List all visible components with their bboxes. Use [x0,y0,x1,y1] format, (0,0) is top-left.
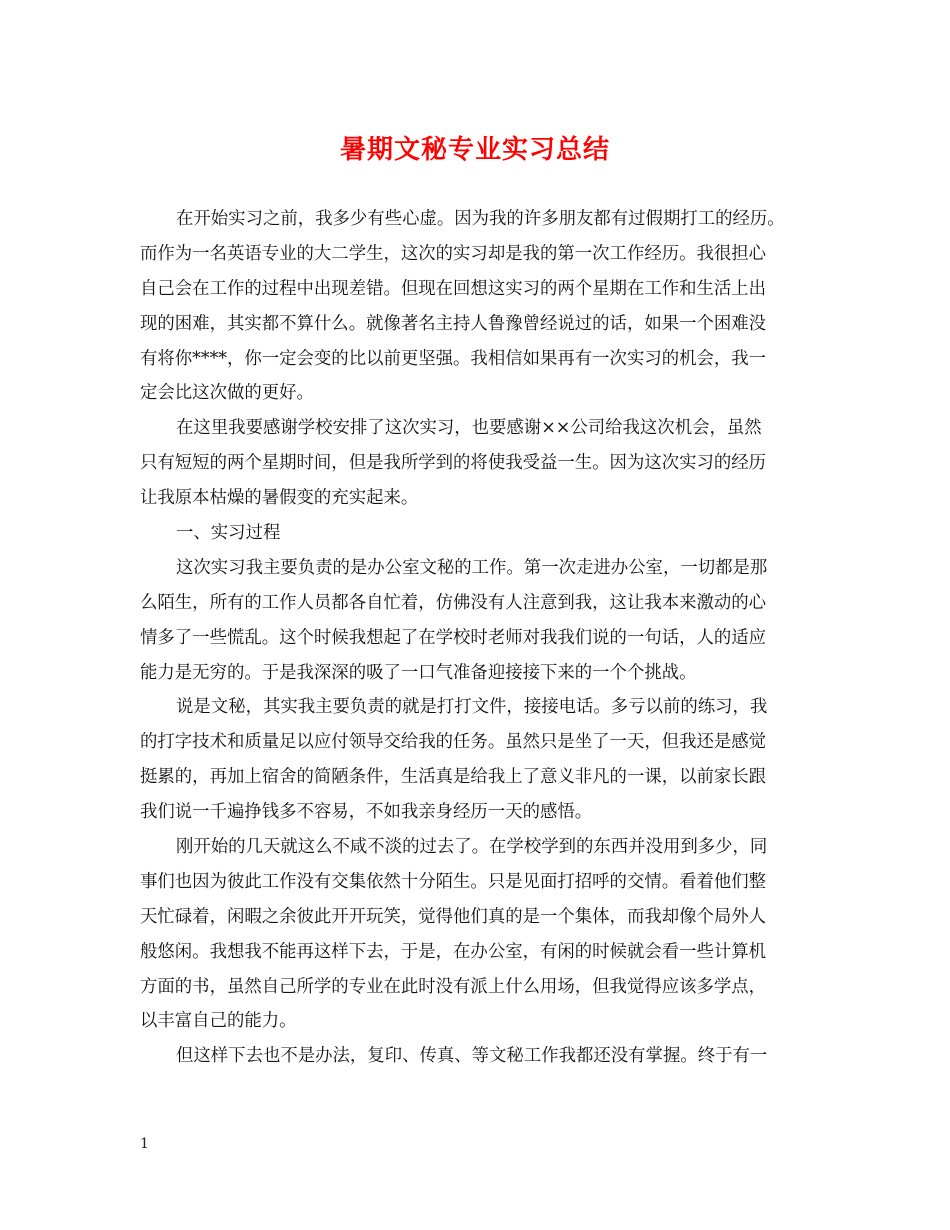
text-line: 在这里我要感谢学校安排了这次实习，也要感谢××公司给我这次机会，虽然 [176,418,762,439]
text-line: 这次实习我主要负责的是办公室文秘的工作。第一次走进办公室，一切都是那 [176,557,768,578]
text-line: 我们说一千遍挣钱多不容易，不如我亲身经历一天的感悟。 [140,802,593,823]
text-line: 么陌生，所有的工作人员都各自忙着，仿佛没有人注意到我，这让我本来激动的心 [140,592,767,613]
text-line: 方面的书，虽然自己所学的专业在此时没有派上什么用场，但我觉得应该多学点， [140,976,767,997]
text-line: 挺累的，再加上宿舍的简陋条件，生活真是给我上了意义非凡的一课，以前家长跟 [140,767,767,788]
text-line: 有将你****，你一定会变的比以前更坚强。我相信如果再有一次实习的机会，我一 [140,348,767,369]
text-line: 以丰富自己的能力。 [140,1011,297,1032]
text-line: 说是文秘，其实我主要负责的就是打打文件，接接电话。多亏以前的练习，我 [176,697,768,718]
text-line: 刚开始的几天就这么不咸不淡的过去了。在学校学到的东西并没用到多少，同 [176,837,768,858]
text-line: 而作为一名英语专业的大二学生，这次的实习却是我的第一次工作经历。我很担心 [140,243,767,264]
document-body [140,202,812,1074]
text-line: 天忙碌着，闲暇之余彼此开开玩笑，觉得他们真的是一个集体，而我却像个局外人 [140,906,767,927]
text-line: 事们也因为彼此工作没有交集依然十分陌生。只是见面打招呼的交情。看着他们整 [140,871,767,892]
document-title: 暑期文秘专业实习总结 [339,135,610,165]
text-line: 只有短短的两个星期时间，但是我所学到的将使我受益一生。因为这次实习的经历 [140,453,767,474]
text-line: 定会比这次做的更好。 [140,383,314,404]
text-line: 情多了一些慌乱。这个时候我想起了在学校时老师对我我们说的一句话，人的适应 [140,627,767,648]
page-number: 1 [140,1136,149,1152]
text-line: 能力是无穷的。于是我深深的吸了一口气准备迎接接下来的一个个挑战。 [140,662,697,683]
text-line: 一、实习过程 [176,523,281,544]
text-line: 但这样下去也不是办法，复印、传真、等文秘工作我都还没有掌握。终于有一 [176,1046,768,1067]
text-line: 现的困难，其实都不算什么。就像著名主持人鲁豫曾经说过的话，如果一个困难没 [140,313,767,334]
text-line: 让我原本枯燥的暑假变的充实起来。 [140,488,419,509]
text-line: 般悠闲。我想我不能再这样下去，于是，在办公室，有闲的时候就会看一些计算机 [140,941,767,962]
text-line: 自己会在工作的过程中出现差错。但现在回想这实习的两个星期在工作和生活上出 [140,278,767,299]
text-line: 的打字技术和质量足以应付领导交给我的任务。虽然只是坐了一天，但我还是感觉 [140,732,767,753]
text-line: 在开始实习之前，我多少有些心虚。因为我的许多朋友都有过假期打工的经历。 [176,209,785,229]
